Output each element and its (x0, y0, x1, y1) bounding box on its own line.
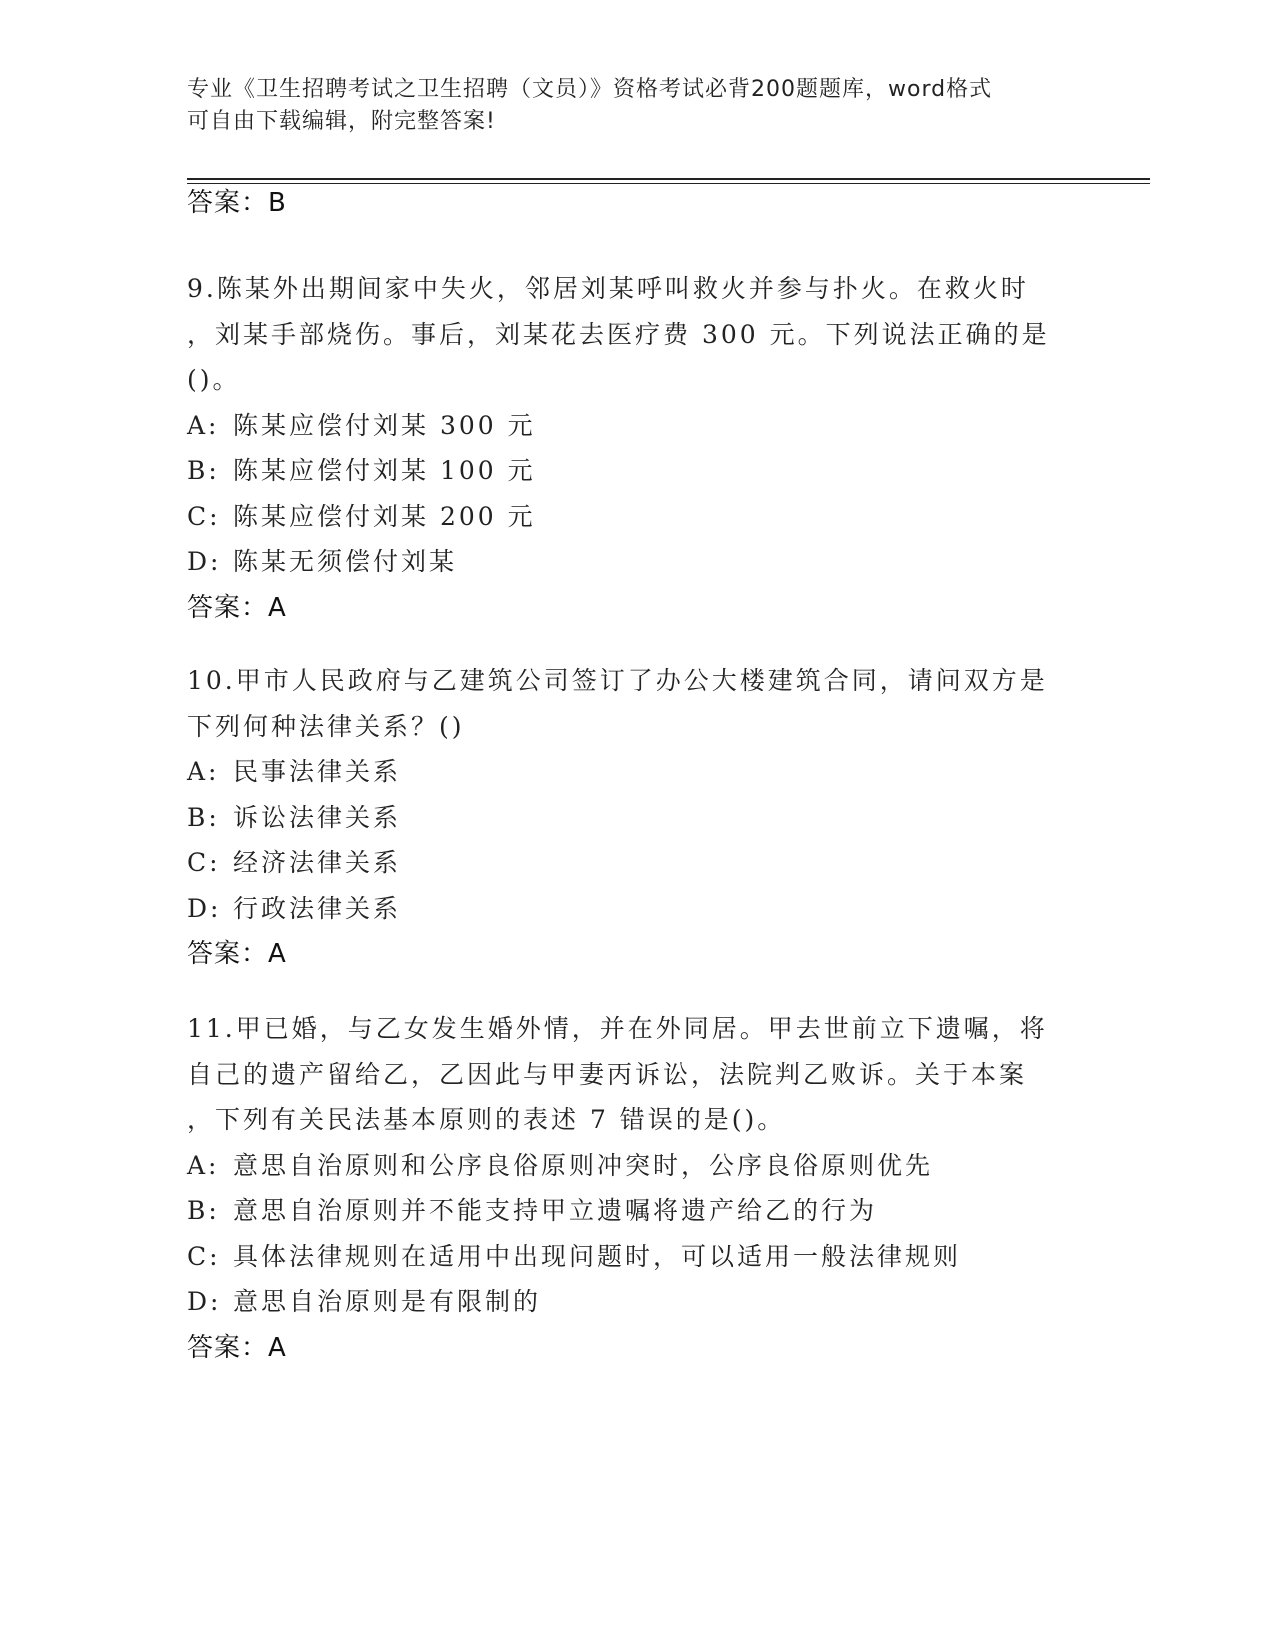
option-letter: D: (187, 1287, 222, 1316)
option-c (187, 840, 1087, 886)
option-a (187, 749, 1087, 795)
option-a (187, 403, 1087, 449)
option-letter: A: (187, 410, 220, 440)
question-text-line: 下列何种法律关系？() (187, 711, 465, 741)
question-text-line: 自己的遗产留给乙，乙因此与甲妻丙诉讼，法院判乙败诉。关于本案 (187, 1059, 1028, 1089)
option-d (187, 539, 1087, 585)
question-text-line: ，刘某手部烧伤。事后，刘某花去医疗费 300 元。下列说法正确的是 (187, 319, 1050, 349)
option-letter: B: (187, 802, 220, 832)
option-text: 意思自治原则和公序良俗原则冲突时，公序良俗原则优先 (233, 1150, 934, 1180)
document-header (187, 74, 1067, 138)
option-b (187, 795, 1087, 841)
option-text: 意思自治原则并不能支持甲立遗嘱将遗产给乙的行为 (233, 1196, 878, 1225)
question-text-line: ()。 (187, 365, 241, 394)
option-c (187, 1234, 1087, 1280)
option-letter: A: (187, 757, 220, 786)
option-text: 陈某应偿付刘某 100 元 (233, 456, 536, 485)
option-letter: D: (187, 893, 222, 923)
answer-label: 答案：B (187, 188, 287, 218)
option-letter: C: (187, 1241, 221, 1271)
question-text-line: 9.陈某外出期间家中失火，邻居刘某呼叫救火并参与扑火。在救火时 (187, 274, 1029, 303)
answer-label: 答案：A (187, 939, 287, 969)
answer-label: 答案：A (187, 1332, 287, 1363)
option-letter: B: (187, 456, 220, 485)
option-letter: C: (187, 501, 221, 531)
option-text: 经济法律关系 (233, 848, 402, 877)
option-text: 具体法律规则在适用中出现问题时，可以适用一般法律规则 (233, 1241, 962, 1271)
question-11 (187, 1006, 1087, 1371)
option-text: 陈某无须偿付刘某 (233, 547, 458, 576)
option-text: 陈某应偿付刘某 300 元 (233, 410, 536, 440)
option-b (187, 1188, 1087, 1234)
question-text-line: 10.甲市人民政府与乙建筑公司签订了办公大楼建筑合同，请问双方是 (187, 666, 1048, 695)
option-c (187, 494, 1087, 540)
option-a (187, 1143, 1087, 1189)
previous-answer-block (187, 180, 1087, 226)
option-text: 民事法律关系 (233, 757, 402, 786)
option-d (187, 1279, 1087, 1325)
question-10 (187, 658, 1087, 977)
option-d (187, 886, 1087, 932)
question-9 (187, 266, 1087, 631)
option-text: 行政法律关系 (233, 893, 402, 923)
header-line-2: 可自由下载编辑，附完整答案! (187, 109, 496, 134)
question-text-line: ，下列有关民法基本原则的表述 7 错误的是()。 (187, 1105, 786, 1134)
option-text: 意思自治原则是有限制的 (233, 1287, 542, 1316)
option-letter: C: (187, 848, 221, 877)
question-text-line: 11.甲已婚，与乙女发生婚外情，并在外同居。甲去世前立下遗嘱，将 (187, 1014, 1048, 1043)
answer-label: 答案：A (187, 592, 287, 623)
option-letter: D: (187, 547, 222, 576)
option-b (187, 448, 1087, 494)
header-line-1: 专业《卫生招聘考试之卫生招聘（文员）》资格考试必背200题题库，word格式 (187, 77, 993, 102)
option-text: 诉讼法律关系 (233, 802, 402, 832)
option-letter: A: (187, 1150, 220, 1180)
option-letter: B: (187, 1196, 220, 1225)
option-text: 陈某应偿付刘某 200 元 (233, 501, 536, 531)
